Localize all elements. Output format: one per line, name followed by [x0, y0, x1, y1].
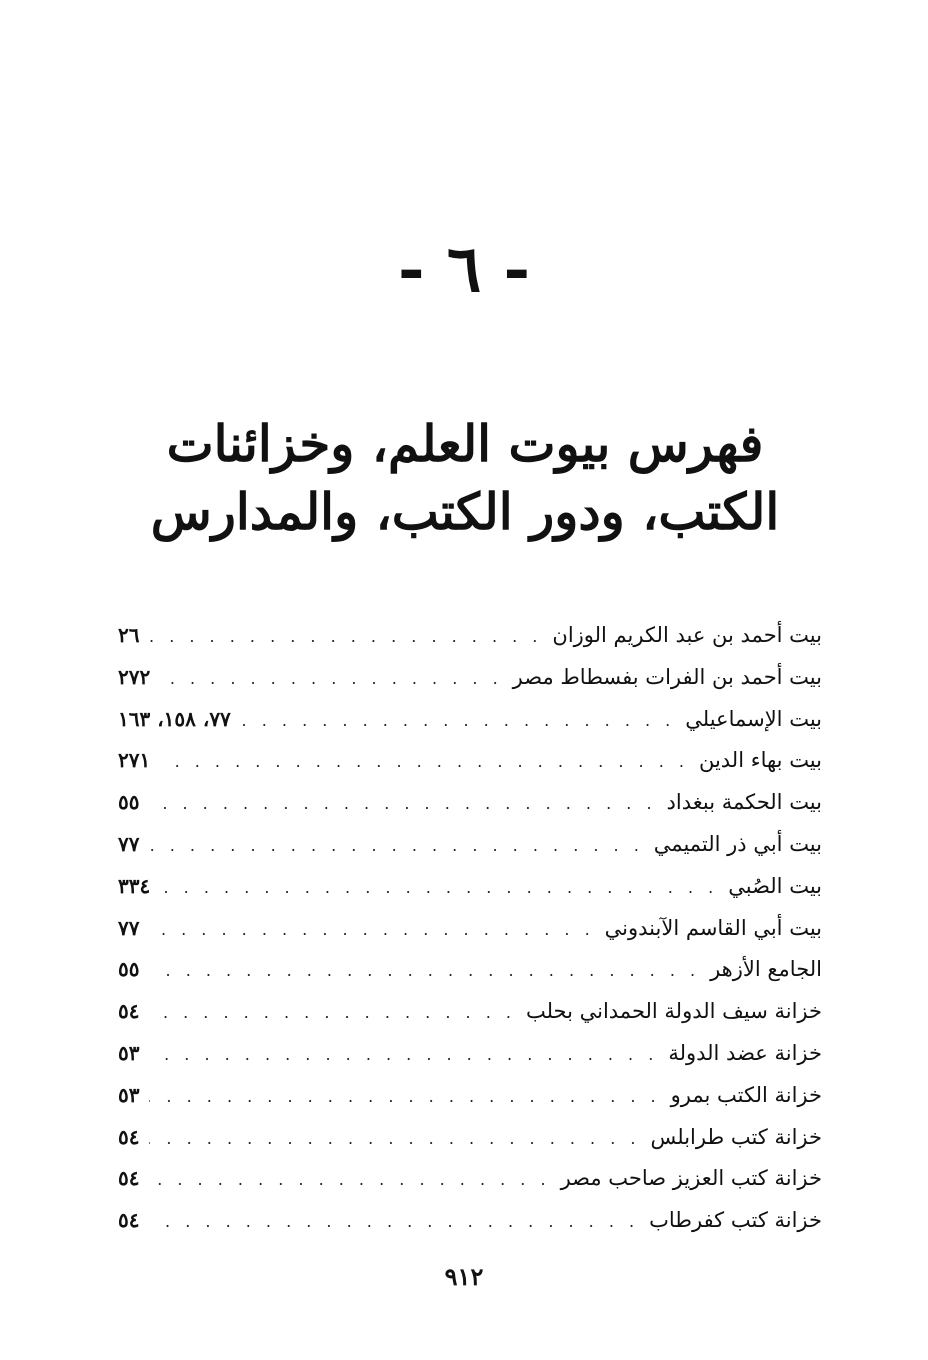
chapter-number: - ٦ - [397, 232, 531, 307]
index-entry [118, 1158, 822, 1200]
dot-leader [149, 616, 542, 658]
index-page-numbers: ٥٤ [118, 1166, 140, 1191]
page-number: ٩١٢ [444, 1262, 484, 1291]
dot-leader [149, 1201, 639, 1243]
index-term: بيت أحمد بن عبد الكريم الوزان [552, 623, 822, 647]
index-page-numbers: ٧٧ [118, 831, 140, 856]
index-list [118, 615, 822, 1242]
index-entry [118, 991, 822, 1033]
index-page-numbers: ٥٣ [118, 1082, 140, 1107]
index-term: بيت الإسماعيلي [685, 706, 822, 731]
dot-leader [160, 867, 718, 909]
index-entry [118, 824, 822, 866]
index-entry [118, 740, 822, 782]
index-page-numbers: ٢٧١ [118, 748, 151, 773]
index-page-numbers: ٢٧٢ [118, 664, 151, 689]
index-term: بيت الحكمة ببغداد [666, 790, 822, 815]
index-entry [118, 615, 822, 657]
index-term: خزانة الكتب بمرو [670, 1082, 822, 1107]
dot-leader [160, 658, 502, 700]
index-term: خزانة كتب طرابلس [650, 1124, 822, 1149]
index-term: خزانة عضد الدولة [668, 1040, 822, 1065]
index-page-numbers: ٥٤ [118, 999, 140, 1024]
index-term: بيت أبي ذر التميمي [653, 831, 822, 856]
index-term: بيت أحمد بن الفرات بفسطاط مصر [512, 664, 822, 689]
index-page-numbers: ٧٧، ١٥٨، ١٦٣ [118, 706, 231, 731]
index-entry [118, 699, 822, 741]
dot-leader [149, 1034, 658, 1076]
index-term: خزانة كتب العزيز صاحب مصر [560, 1166, 822, 1191]
dot-leader [149, 825, 643, 867]
index-entry [118, 908, 822, 950]
index-entry [118, 949, 822, 991]
dot-leader [149, 1118, 640, 1160]
index-page-numbers: ٥٤ [118, 1124, 140, 1149]
dot-leader [149, 950, 700, 992]
dot-leader [149, 1159, 550, 1201]
index-entry [118, 657, 822, 699]
dot-leader [149, 909, 594, 951]
index-page-numbers: ٥٣ [118, 1040, 140, 1065]
dot-leader [160, 741, 689, 783]
index-term: خزانة كتب كفرطاب [649, 1208, 822, 1233]
chapter-title: فهرس بيوت العلم، وخزائنات الكتب، ودور الكتب، والمدارس [150, 414, 780, 541]
index-entry [118, 782, 822, 824]
index-page-numbers: ٢٦ [118, 623, 140, 647]
index-term: خزانة سيف الدولة الحمداني بحلب [525, 999, 822, 1024]
index-page-numbers: ٥٥ [118, 790, 140, 815]
dot-leader [241, 700, 675, 742]
index-page-numbers: ٧٧ [118, 915, 140, 940]
index-entry [118, 1033, 822, 1075]
index-entry [118, 866, 822, 908]
dot-leader [149, 992, 515, 1034]
index-page-numbers: ٥٤ [118, 1208, 140, 1233]
dot-leader [149, 1076, 660, 1118]
index-entry [118, 1075, 822, 1117]
index-term: الجامع الأزهر [710, 957, 822, 982]
index-term: بيت أبي القاسم الآبندوني [604, 915, 822, 940]
index-page-numbers: ٥٥ [118, 957, 140, 982]
dot-leader [149, 783, 656, 825]
index-term: بيت الصُبي [728, 873, 822, 898]
index-entry [118, 1117, 822, 1159]
index-entry [118, 1200, 822, 1242]
index-page-numbers: ٣٣٤ [118, 873, 151, 898]
index-term: بيت بهاء الدين [698, 748, 822, 773]
